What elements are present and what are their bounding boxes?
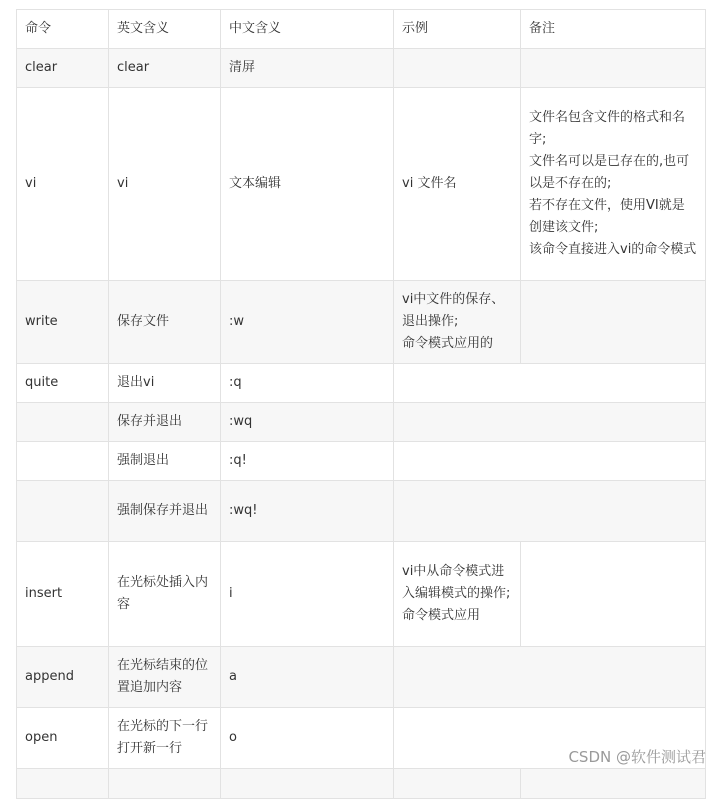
cell-example: vi 文件名 xyxy=(394,88,521,281)
table-row xyxy=(17,647,706,708)
table-row xyxy=(17,281,706,364)
cell-command: clear xyxy=(17,49,109,88)
cell-chinese-meaning: :w xyxy=(221,281,394,364)
cell-command: open xyxy=(17,708,109,769)
cell-note xyxy=(521,281,706,364)
header-english-meaning: 英文含义 xyxy=(109,10,221,49)
table-row xyxy=(17,364,706,403)
cell-chinese-meaning: :wq! xyxy=(221,481,394,542)
cell-example xyxy=(394,647,706,708)
cell-chinese-meaning xyxy=(221,769,394,799)
header-chinese-meaning: 中文含义 xyxy=(221,10,394,49)
cell-example xyxy=(394,403,706,442)
cell-command: append xyxy=(17,647,109,708)
csdn-watermark: CSDN @软件测试君 xyxy=(568,748,706,766)
cell-command: write xyxy=(17,281,109,364)
cell-english-meaning: vi xyxy=(109,88,221,281)
cell-note: 文件名包含文件的格式和名字; 文件名可以是已存在的,也可以是不存在的; 若不存在文件，使用VI就是创建该文件; 该命令直接进入vi的命令模式 xyxy=(521,88,706,281)
cell-example xyxy=(394,769,521,799)
cell-chinese-meaning: :q! xyxy=(221,442,394,481)
header-example: 示例 xyxy=(394,10,521,49)
cell-example xyxy=(394,442,706,481)
cell-english-meaning xyxy=(109,769,221,799)
cell-english-meaning: 在光标处插入内容 xyxy=(109,542,221,647)
cell-chinese-meaning: i xyxy=(221,542,394,647)
cell-english-meaning: 强制退出 xyxy=(109,442,221,481)
cell-command: vi xyxy=(17,88,109,281)
table-row xyxy=(17,403,706,442)
cell-example: vi中从命令模式进入编辑模式的操作; 命令模式应用 xyxy=(394,542,521,647)
command-table xyxy=(16,9,706,799)
table-header-row xyxy=(17,10,706,49)
cell-chinese-meaning: 清屏 xyxy=(221,49,394,88)
cell-example: vi中文件的保存、退出操作; 命令模式应用的 xyxy=(394,281,521,364)
cell-command: quite xyxy=(17,364,109,403)
header-command: 命令 xyxy=(17,10,109,49)
cell-english-meaning: 在光标结束的位置追加内容 xyxy=(109,647,221,708)
cell-english-meaning: 退出vi xyxy=(109,364,221,403)
cell-example xyxy=(394,364,706,403)
table-row xyxy=(17,49,706,88)
cell-command xyxy=(17,403,109,442)
cell-note xyxy=(521,49,706,88)
cell-english-meaning: 保存并退出 xyxy=(109,403,221,442)
cell-note xyxy=(521,542,706,647)
cell-example xyxy=(394,49,521,88)
cell-chinese-meaning: o xyxy=(221,708,394,769)
table-row xyxy=(17,769,706,799)
table-row xyxy=(17,481,706,542)
cell-english-meaning: 保存文件 xyxy=(109,281,221,364)
cell-command: insert xyxy=(17,542,109,647)
table-row xyxy=(17,442,706,481)
cell-command xyxy=(17,481,109,542)
cell-chinese-meaning: a xyxy=(221,647,394,708)
cell-command xyxy=(17,442,109,481)
cell-english-meaning: 在光标的下一行打开新一行 xyxy=(109,708,221,769)
cell-chinese-meaning: :wq xyxy=(221,403,394,442)
cell-english-meaning: 强制保存并退出 xyxy=(109,481,221,542)
header-note: 备注 xyxy=(521,10,706,49)
cell-chinese-meaning: :q xyxy=(221,364,394,403)
cell-chinese-meaning: 文本编辑 xyxy=(221,88,394,281)
cell-note xyxy=(521,769,706,799)
table-row xyxy=(17,542,706,647)
cell-command xyxy=(17,769,109,799)
table-row xyxy=(17,88,706,281)
cell-example xyxy=(394,481,706,542)
cell-english-meaning: clear xyxy=(109,49,221,88)
